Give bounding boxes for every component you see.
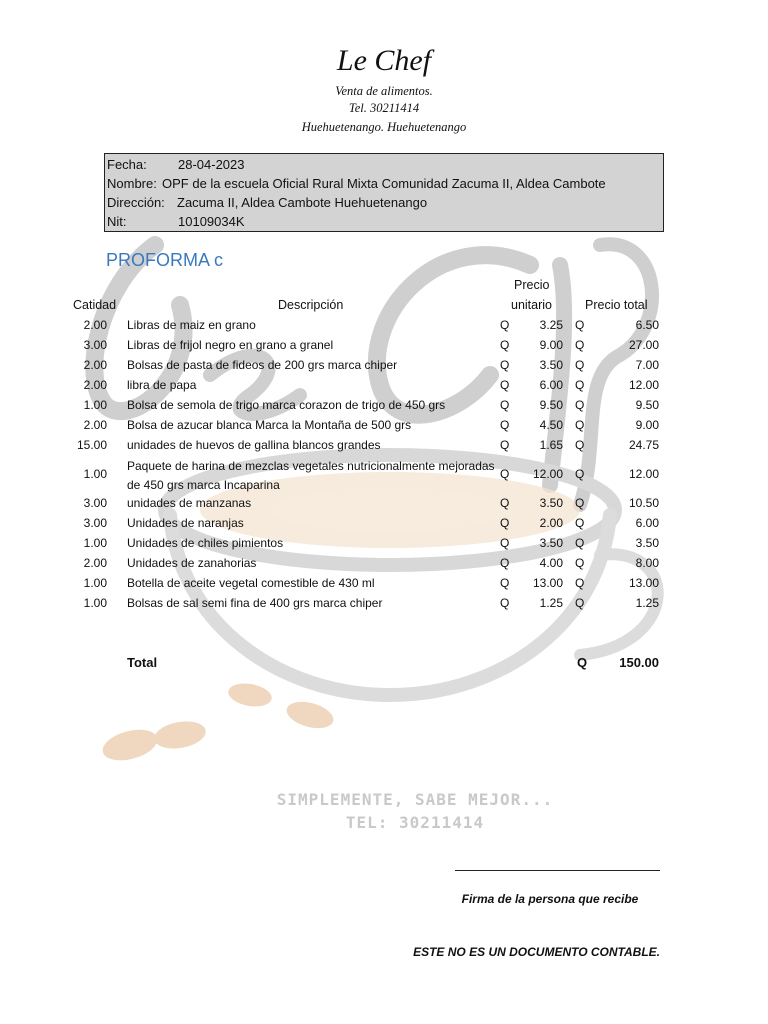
item-unit-currency: Q	[500, 378, 510, 392]
item-total-price: 27.00	[628, 338, 659, 352]
item-qty: 3.00	[83, 338, 107, 352]
item-qty: 2.00	[83, 418, 107, 432]
item-total-currency: Q	[575, 378, 585, 392]
item-total-price: 13.00	[628, 576, 659, 590]
item-description: Libras de frijol negro en grano a granel	[127, 338, 334, 352]
item-unit-price: 2.00	[539, 516, 563, 530]
item-total-currency: Q	[575, 318, 585, 332]
item-description: Bolsas de pasta de fideos de 200 grs marca chiper	[127, 358, 398, 372]
item-description: Unidades de chiles pimientos	[127, 536, 284, 550]
item-qty: 1.00	[83, 398, 107, 412]
item-unit-price: 3.25	[539, 318, 563, 332]
item-total-currency: Q	[575, 556, 585, 570]
item-description-line2: de 450 grs marca Incaparina	[127, 478, 280, 492]
col-header-descripcion: Descripción	[278, 298, 344, 312]
item-total-price: 10.50	[628, 496, 659, 510]
nit-value: 10109034K	[178, 214, 245, 229]
item-unit-price: 4.00	[539, 556, 563, 570]
item-qty: 2.00	[83, 358, 107, 372]
item-unit-price: 3.50	[539, 358, 563, 372]
brand-phone: Tel. 30211414	[348, 101, 420, 115]
item-unit-currency: Q	[500, 576, 510, 590]
nit-label: Nit:	[107, 214, 127, 229]
item-unit-price: 9.00	[539, 338, 563, 352]
item-qty: 2.00	[83, 556, 107, 570]
item-description: unidades de huevos de gallina blancos grandes	[127, 438, 381, 452]
col-header-precio-unitario-1: Precio	[514, 278, 550, 292]
item-description: Paquete de harina de mezclas vegetales nutricionalmente mejoradas	[127, 459, 495, 473]
fecha-value: 28-04-2023	[178, 157, 245, 172]
item-unit-currency: Q	[500, 358, 510, 372]
item-total-currency: Q	[575, 496, 585, 510]
item-description: Bolsa de semola de trigo marca corazon de trigo de 450 grs	[127, 398, 446, 412]
direccion-value: Zacuma II, Aldea Cambote Huehuetenango	[177, 195, 428, 210]
brand-name: Le Chef	[336, 44, 432, 77]
item-total-currency: Q	[575, 398, 585, 412]
fecha-label: Fecha:	[107, 157, 147, 172]
item-unit-currency: Q	[500, 398, 510, 412]
item-unit-price: 12.00	[532, 467, 563, 481]
item-unit-price: 9.50	[539, 398, 563, 412]
item-description: Libras de maiz en grano	[127, 318, 256, 332]
item-unit-currency: Q	[500, 418, 510, 432]
item-unit-price: 3.50	[539, 536, 563, 550]
item-description: Botella de aceite vegetal comestible de 430 ml	[127, 576, 375, 590]
item-total-currency: Q	[575, 536, 585, 550]
item-unit-currency: Q	[500, 338, 510, 352]
item-total-currency: Q	[575, 467, 585, 481]
info-row-fecha	[105, 155, 663, 174]
item-total-currency: Q	[575, 596, 585, 610]
total-value: 150.00	[619, 655, 659, 670]
item-qty: 1.00	[83, 467, 107, 481]
brand-tagline: Venta de alimentos.	[335, 84, 433, 98]
item-unit-currency: Q	[500, 536, 510, 550]
item-qty: 3.00	[83, 496, 107, 510]
item-qty: 1.00	[83, 576, 107, 590]
item-total-price: 3.50	[635, 536, 659, 550]
item-unit-currency: Q	[500, 318, 510, 332]
info-row-direccion	[105, 193, 663, 212]
watermark-slogan: SIMPLEMENTE, SABE MEJOR...	[276, 790, 554, 809]
item-description: libra de papa	[127, 378, 197, 392]
item-description: Bolsas de sal semi fina de 400 grs marca chiper	[127, 596, 383, 610]
item-unit-price: 4.50	[539, 418, 563, 432]
item-total-price: 1.25	[635, 596, 659, 610]
item-total-price: 6.50	[635, 318, 659, 332]
info-row-nit	[105, 212, 663, 231]
item-total-price: 7.00	[635, 358, 659, 372]
item-description: unidades de manzanas	[127, 496, 252, 510]
item-unit-currency: Q	[500, 596, 510, 610]
brand-location: Huehuetenango. Huehuetenango	[301, 120, 467, 134]
total-currency: Q	[577, 655, 588, 670]
item-description: Unidades de naranjas	[127, 516, 244, 530]
item-total-currency: Q	[575, 418, 585, 432]
item-total-price: 12.00	[628, 378, 659, 392]
item-unit-price: 6.00	[539, 378, 563, 392]
col-header-cantidad: Catidad	[73, 298, 117, 312]
item-qty: 1.00	[83, 596, 107, 610]
item-total-price: 12.00	[628, 467, 659, 481]
total-label: Total	[127, 655, 158, 670]
item-total-currency: Q	[575, 358, 585, 372]
item-unit-currency: Q	[500, 556, 510, 570]
item-description: Unidades de zanahorias	[127, 556, 257, 570]
item-total-currency: Q	[575, 576, 585, 590]
item-qty: 3.00	[83, 516, 107, 530]
item-total-price: 24.75	[628, 438, 659, 452]
item-unit-price: 3.50	[539, 496, 563, 510]
item-total-currency: Q	[575, 516, 585, 530]
signature-label: Firma de la persona que recibe	[461, 892, 639, 906]
signature-line	[455, 870, 660, 871]
col-header-precio-unitario-2: unitario	[511, 298, 552, 312]
direccion-label: Dirección:	[107, 195, 165, 210]
item-total-price: 9.00	[635, 418, 659, 432]
item-qty: 1.00	[83, 536, 107, 550]
info-row-nombre	[105, 174, 663, 193]
item-unit-price: 1.25	[539, 596, 563, 610]
item-unit-currency: Q	[500, 467, 510, 481]
disclaimer: ESTE NO ES UN DOCUMENTO CONTABLE.	[413, 945, 660, 959]
item-unit-price: 1.65	[539, 438, 563, 452]
item-qty: 2.00	[83, 378, 107, 392]
item-unit-currency: Q	[500, 496, 510, 510]
item-total-price: 6.00	[635, 516, 659, 530]
item-unit-currency: Q	[500, 516, 510, 530]
item-total-price: 8.00	[635, 556, 659, 570]
item-total-currency: Q	[575, 338, 585, 352]
item-total-price: 9.50	[635, 398, 659, 412]
item-qty: 2.00	[83, 318, 107, 332]
nombre-value: OPF de la escuela Oficial Rural Mixta Comunidad Zacuma II, Aldea Cambote	[162, 176, 606, 191]
item-unit-price: 13.00	[532, 576, 563, 590]
client-info-box	[104, 153, 664, 232]
item-total-currency: Q	[575, 438, 585, 452]
col-header-precio-total: Precio total	[585, 298, 648, 312]
document-title: PROFORMA c	[106, 250, 224, 270]
item-qty: 15.00	[76, 438, 107, 452]
watermark-phone: TEL: 30211414	[345, 813, 485, 832]
nombre-label: Nombre:	[107, 176, 157, 191]
item-description: Bolsa de azucar blanca Marca la Montaña de 500 grs	[127, 418, 412, 432]
item-unit-currency: Q	[500, 438, 510, 452]
